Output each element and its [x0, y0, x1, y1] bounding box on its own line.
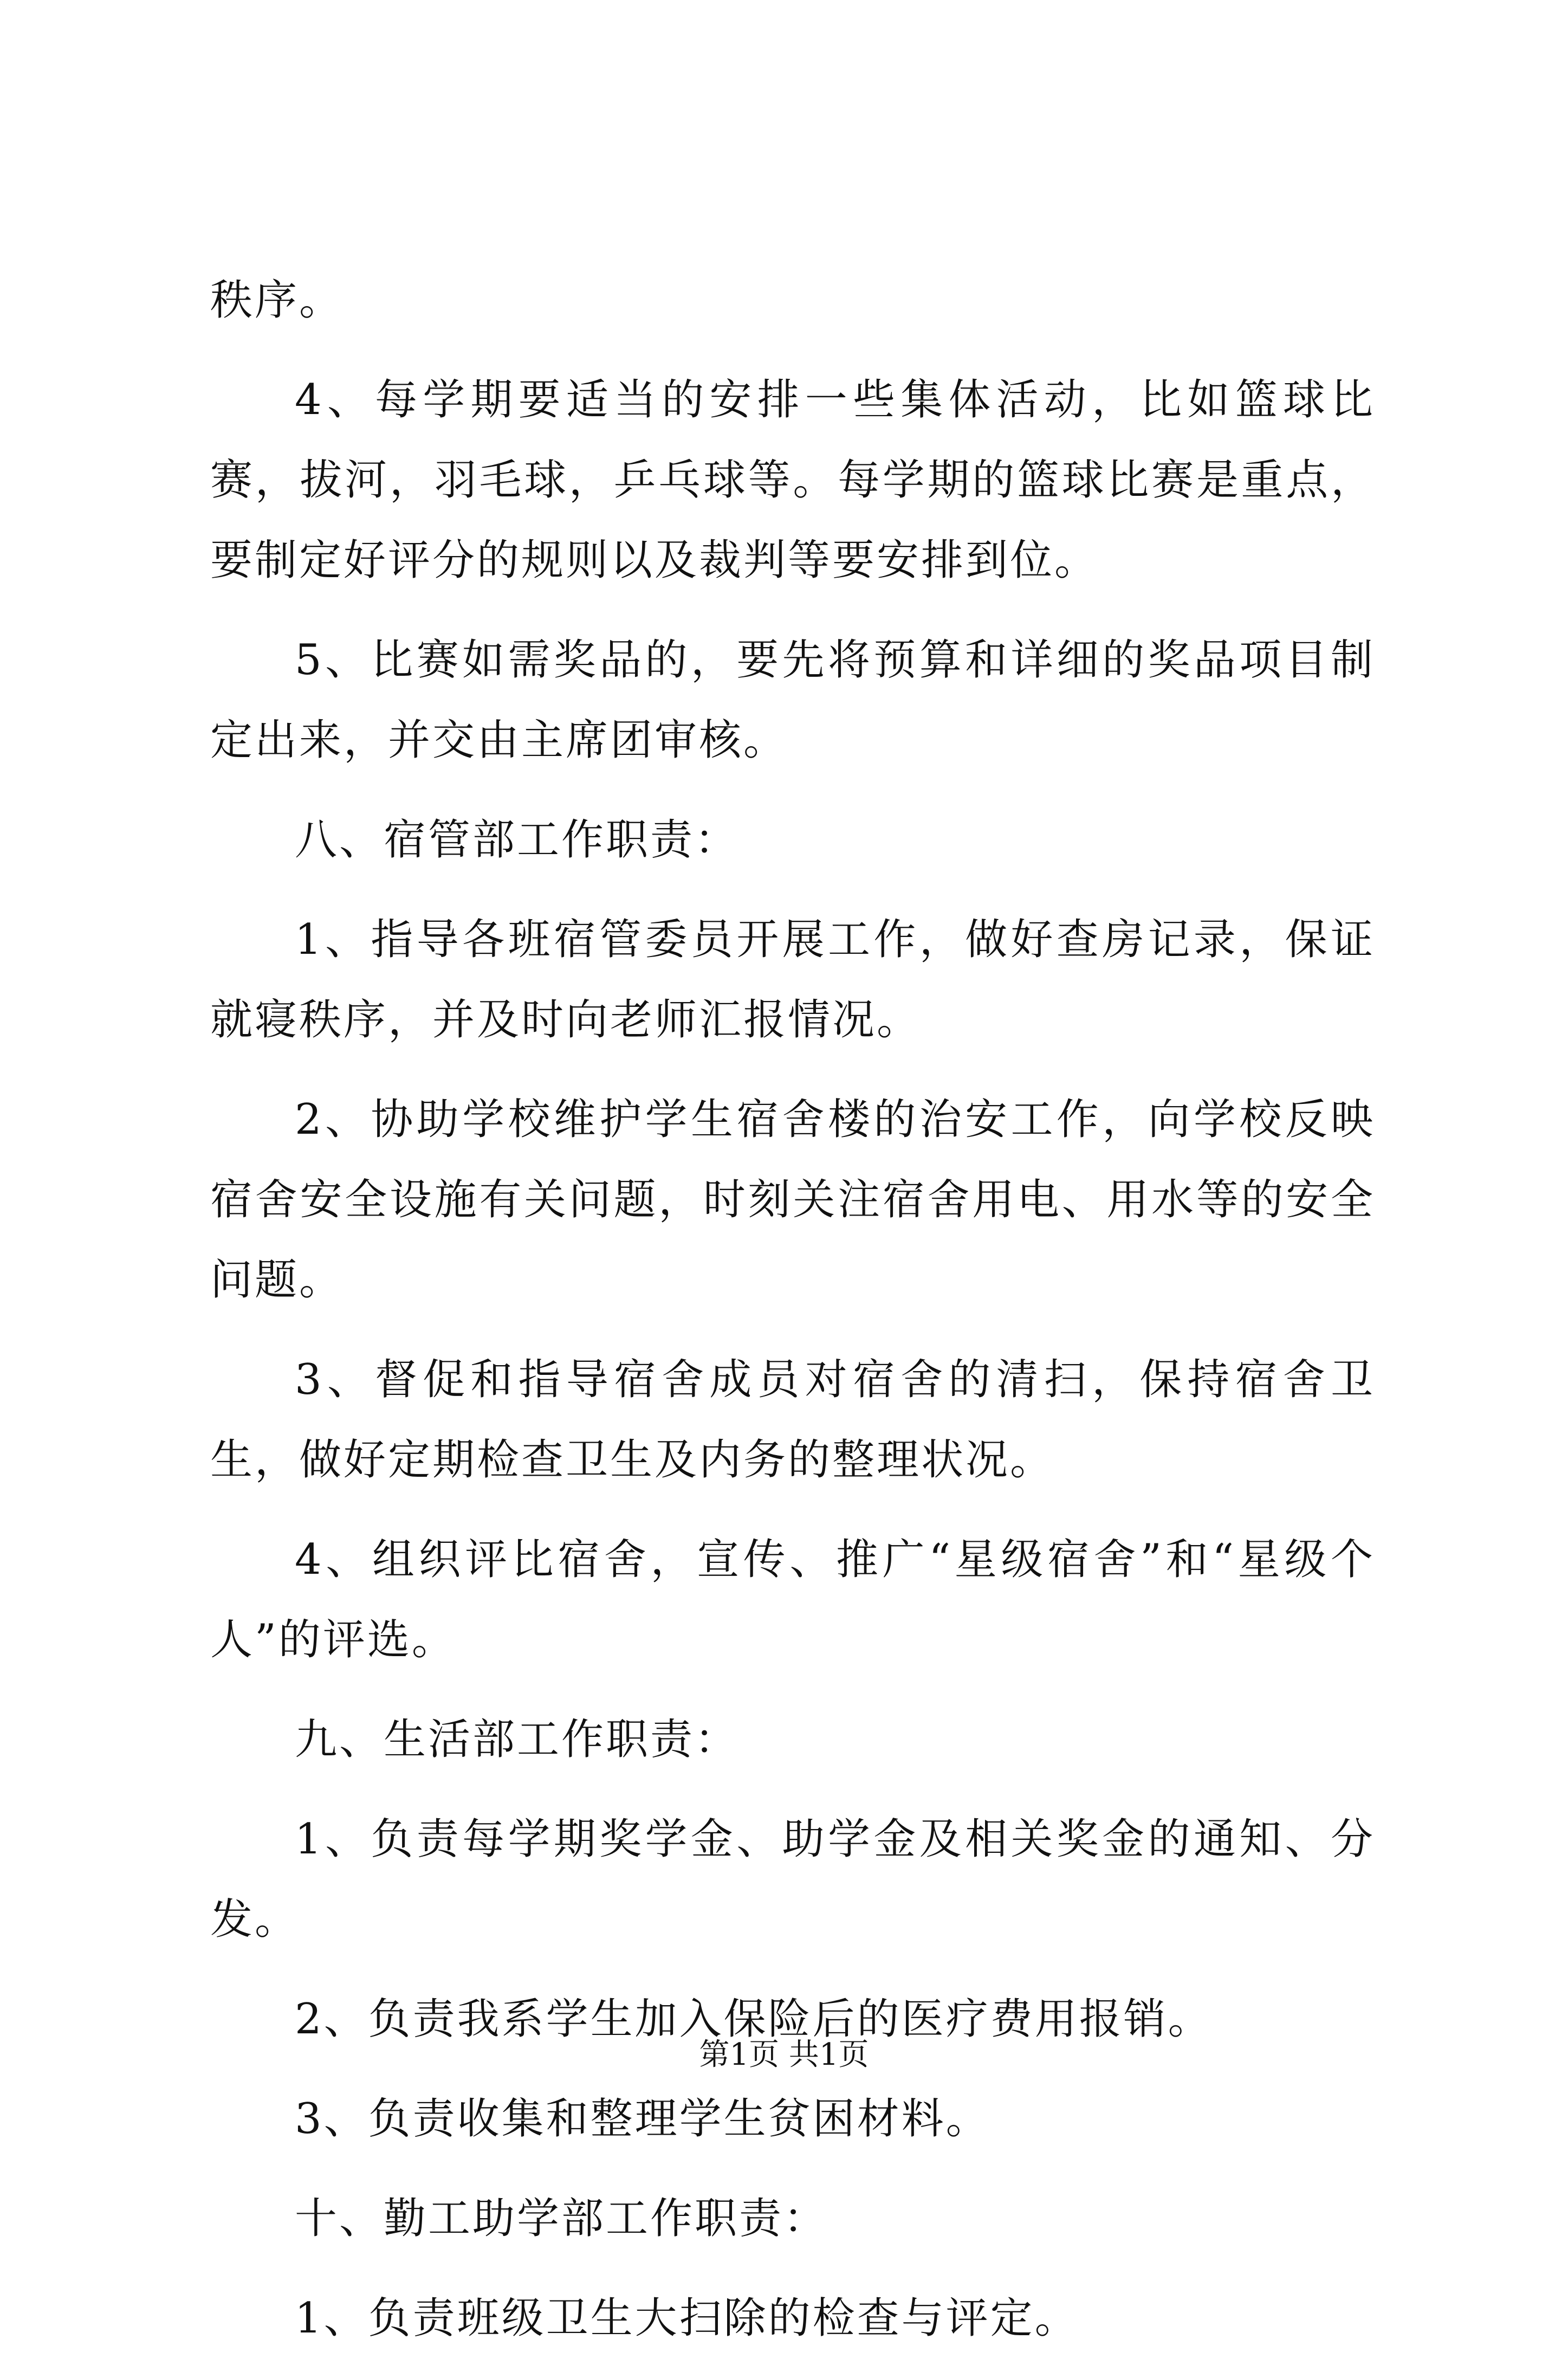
section-heading: 九、生活部工作职责：	[295, 1715, 740, 1764]
paragraph: 1、指导各班宿管委员开展工作，做好查房记录，保证就寝秩序，并及时向老师汇报情况。	[210, 915, 1375, 1044]
paragraph: 5、比赛如需奖品的，要先将预算和详细的奖品项目制定出来，并交由主席团审核。	[210, 636, 1375, 765]
paragraph: 4、组织评比宿舍，宣传、推广“星级宿舍”和“星级个人”的评选。	[210, 1535, 1375, 1664]
paragraph: 2、协助学校维护学生宿舍楼的治安工作，向学校反映宿舍安全设施有关问题，时刻关注宿舍用电、用水等的安全问题。	[210, 1095, 1375, 1304]
paragraph: 3、负责收集和整理学生贫困材料。	[295, 2095, 990, 2143]
paragraph: 秩序。	[210, 276, 344, 325]
section-heading: 八、宿管部工作职责：	[295, 816, 740, 864]
paragraph: 1、负责每学期奖学金、助学金及相关奖金的通知、分发。	[210, 1815, 1375, 1944]
section-heading: 十、勤工助学部工作职责：	[295, 2194, 828, 2243]
page-footer: 第1页 共1页	[699, 2037, 869, 2072]
paragraph: 3、督促和指导宿舍成员对宿舍的清扫，保持宿舍卫生，做好定期检查卫生及内务的整理状况。	[210, 1355, 1375, 1484]
paragraph: 2、负责我系学生加入保险后的医疗费用报销。	[295, 1995, 1213, 2044]
paragraph: 1、负责班级卫生大扫除的检查与评定。	[295, 2294, 1079, 2343]
paragraph: 4、每学期要适当的安排一些集体活动，比如篮球比赛，拔河，羽毛球，乒乓球等。每学期的篮球比赛是重点，要制定好评分的规则以及裁判等要安排到位。	[210, 376, 1375, 585]
